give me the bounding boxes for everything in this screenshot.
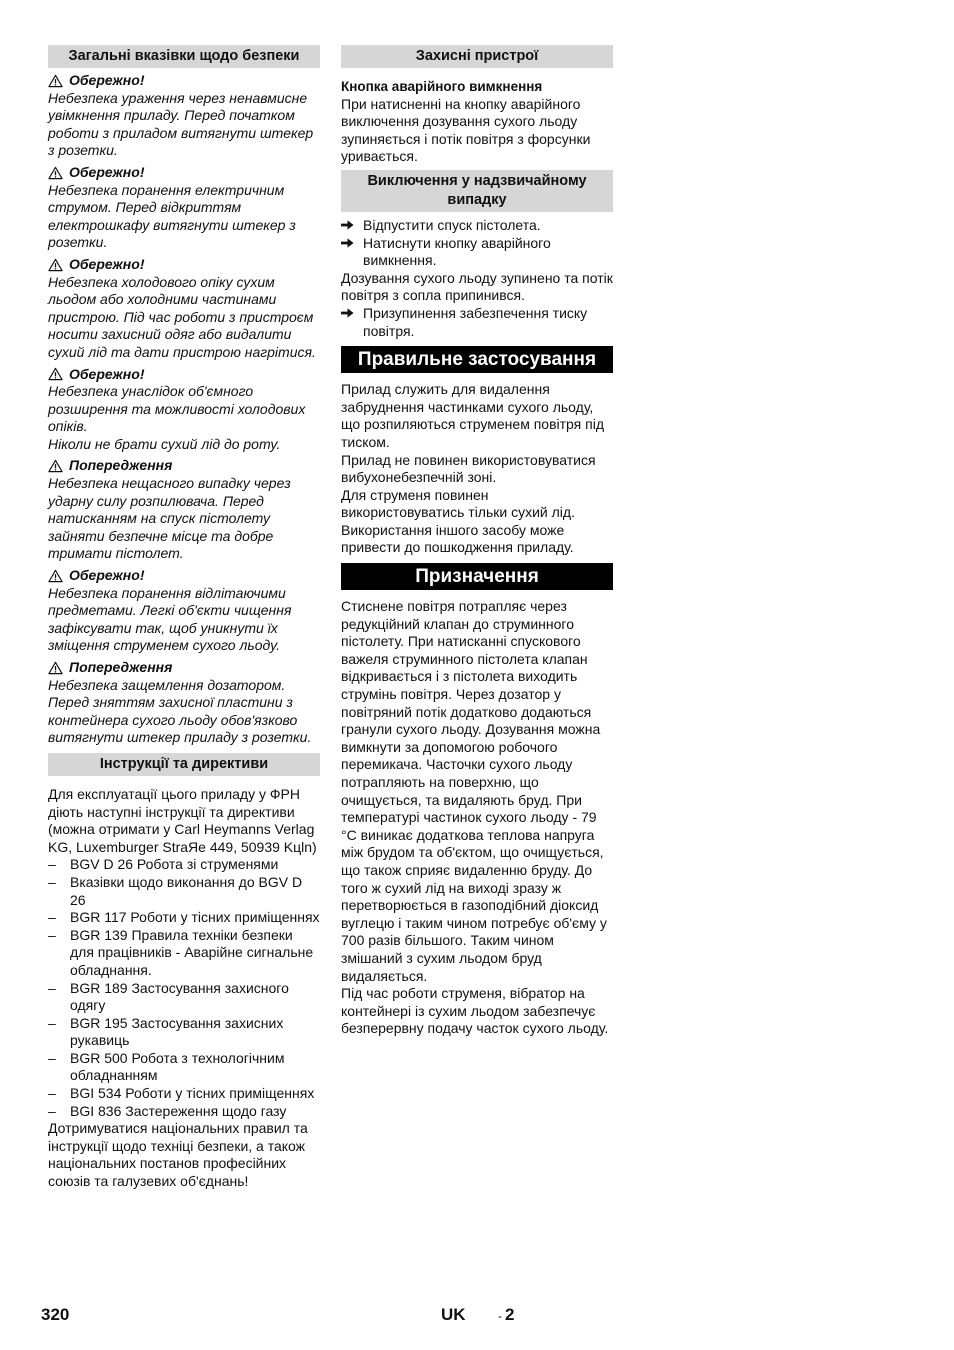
warnings-list [48,72,320,747]
warning-triangle-icon [48,166,63,180]
warning-triangle-icon [48,569,63,583]
section-heading-safety: Загальні вказівки щодо безпеки [48,45,320,68]
section-heading-protective: Захисні пристрої [341,45,613,68]
step-text: Натиснути кнопку аварійного вимкнення. [363,234,551,269]
estop-text: При натисненні на кнопку аварійного виключення дозування сухого льоду зупиняється і потік повітря з форсунки уривається. [341,95,591,165]
directive-text: BGV D 26 Робота зі струменями [70,856,279,873]
section-heading-usage: Правильне застосування [341,346,613,373]
paragraph: Прилад служить для видалення забруднення частинками сухого льоду, що розпиляються струменем повітря під тиском. [341,381,605,450]
warning-title-text: Попередження [69,457,173,474]
warning-triangle-icon [48,367,63,381]
usage-paragraphs [341,381,613,557]
warning-text: Небезпека холодового опіку сухим льодом або холодними частинами пристрою. Під час роботи з пристроєм носити захисний одяг або видалити сухий лід та дати пристрою нагрітися. [48,273,316,360]
warning-title [48,72,320,90]
dash-bullet: – [48,979,56,996]
directive-item [48,927,320,980]
section-heading-purpose: Призначення [341,563,613,590]
arrow-right-icon [341,305,354,323]
sub-page-number [498,1306,514,1326]
dash-bullet: – [48,909,56,926]
directive-text: BGR 117 Роботи у тісних приміщеннях [70,909,320,926]
paragraph: Під час роботи струменя, вібратор на контейнері із сухим льодом забезпечує безперервну подачу часток сухого льоду. [341,985,609,1037]
paragraph: Для струменя повинен використовуватись тільки сухий лід. Використання іншого засобу може привести до пошкодження приладу. [341,486,575,556]
warning-title-text: Обережно! [69,365,145,382]
page-number: 320 [41,1305,70,1324]
warning-title-text: Попередження [69,659,173,675]
directive-item [48,874,320,909]
directive-item [48,1103,320,1121]
dash-bullet: – [48,1085,56,1102]
warning-triangle-icon [48,459,63,473]
section-heading-directives: Інструкції та директиви [48,753,320,776]
directive-item [48,1015,320,1050]
directives-outro: Дотримуватися національних правил та інструкції щодо техніці безпеки, а також національних постанов професійних союзів та галузевих об'єднань! [48,1120,308,1190]
warning-text: Небезпека унаслідок об'ємного розширення та можливості холодових опіків. [48,383,306,435]
directive-text: BGR 139 Правила техніки безпеки для працівників - Аварійне сигнальне обладнання. [70,926,314,978]
right-column [341,45,613,1038]
warning-text: Небезпека ураження через ненавмисне увімкнення приладу. Перед початком роботи з приладом витягнути штекер з розетки. [48,89,314,159]
warning-title-text: Обережно! [69,72,145,88]
warning-triangle-icon [48,258,63,272]
warning-text: Небезпека поранення електричним струмом. Перед відкриттям електрошкафу витягнути штекер з розетки. [48,181,296,251]
estop-title: Кнопка аварійного вимкнення [341,79,543,94]
dash-bullet: – [48,1014,56,1031]
warning-triangle-icon [48,661,63,675]
sub-page-dash: - [498,1309,502,1323]
section-heading-emergency: Виключення у надзвичайному випадку [341,170,613,212]
warning-title [48,366,320,384]
step-item [341,235,613,270]
dash-bullet: – [48,873,56,890]
warning-title-text: Обережно! [69,163,145,180]
directives-intro: Для експлуатації цього приладу у ФРН діють наступні інструкції та директиви (можна отримати у Carl Heymanns Verlag KG, Luxemburger StraЯe 449, 50939 Kцln) [48,785,317,855]
dash-bullet: – [48,856,56,873]
emergency-result: Дозування сухого льоду зупинено та потік повітря з сопла припинився. [341,269,613,304]
warning-text: Ніколи не брати сухий лід до роту. [48,435,281,452]
emergency-after-list [341,305,613,340]
warning-title [48,164,320,182]
step-item [341,217,613,235]
sub-page-value: 2 [505,1305,515,1324]
directive-item [48,856,320,874]
arrow-right-icon [341,217,354,235]
warning-title [48,457,320,475]
emergency-steps-list [341,217,613,270]
directive-text: BGR 195 Застосування захисних рукавиць [70,1014,284,1049]
language-code: UK [441,1305,466,1324]
purpose-paragraphs [341,598,613,1038]
page-footer [0,1306,954,1330]
directive-item [48,980,320,1015]
warning-title [48,567,320,585]
left-column [48,45,320,1191]
warning-title-text: Обережно! [69,567,145,584]
directive-item [48,1085,320,1103]
step-text: Призупинення забезпечення тиску повітря. [363,304,588,339]
directive-text: BGI 534 Роботи у тісних приміщеннях [70,1085,315,1102]
warning-text: Небезпека защемлення дозатором. Перед зняттям захисної пластини з контейнера сухого льоду обов'язково витягнути штекер приладу з розетки. [48,676,312,746]
step-item [341,305,613,340]
warning-text: Небезпека нещасного випадку через ударну силу розпилювача. Перед натисканням на спуск пістолету зайняти безпечне місце та добре тримати пістолет. [48,475,291,562]
dash-bullet: – [48,926,56,943]
paragraph: Стиснене повітря потрапляє через редукційний клапан до струминного пістолету. При натисканні спускового важеля струминного пістолета клапан відкривається і з пістолета виходить струмінь повітря. Через дозатор у повітряний потік додатково додаються гранули сухого льоду. Дозування можна вимкнути за допомогою робочого перемикача. Часточки сухого льоду потрапляють на поверхню, що очищується, та видаляють бруд. При температурі частинок сухого льоду - 79 °C виникає додаткова теплова напруга між брудом та об'єктом, що очищується, що також сприяє видаленню бруду. До того ж сухий лід на виході зразу ж перетворюється в газоподібний діоксид вуглецю і таким чином потребує об'єму у 700 разів більшого. Таким чином змішаний з сухим льодом бруд видаляється. [341,598,607,984]
warning-text: Небезпека поранення відлітаючими предметами. Легкі об'єкти чищення зафіксувати так, щоб уникнути їх зміщення струменем сухого льоду. [48,584,292,654]
paragraph: Прилад не повинен використовуватися вибухонебезпечній зоні. [341,451,596,486]
warning-title [48,256,320,274]
warning-triangle-icon [48,74,63,88]
directive-text: BGI 836 Застереження щодо газу [70,1102,287,1119]
directive-item [48,1050,320,1085]
dash-bullet: – [48,1049,56,1066]
directive-item [48,909,320,927]
warning-title-text: Обережно! [69,255,145,272]
directive-text: BGR 500 Робота з технологічним обладнанням [70,1049,285,1084]
dash-bullet: – [48,1102,56,1119]
arrow-right-icon [341,235,354,253]
warning-title [48,659,320,677]
step-text: Відпустити спуск пістолета. [363,216,541,233]
directives-list [48,856,320,1120]
directive-text: Вказівки щодо виконання до BGV D 26 [70,873,303,908]
directive-text: BGR 189 Застосування захисного одягу [70,979,289,1014]
